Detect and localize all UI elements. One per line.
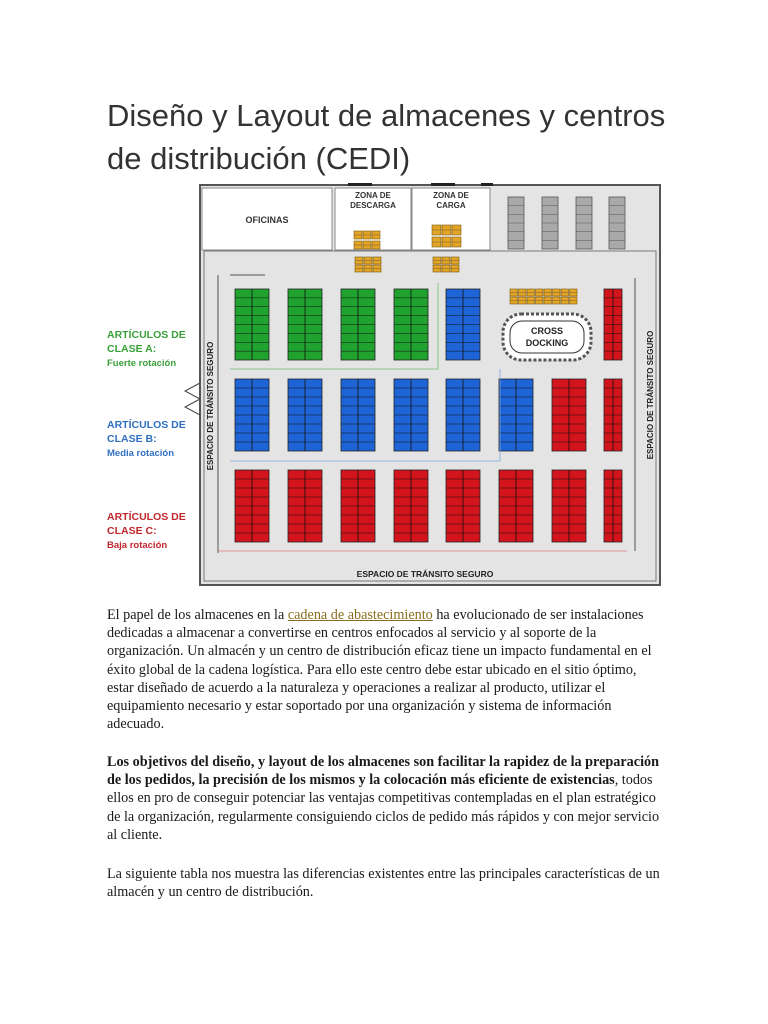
- dock-door: [431, 183, 455, 186]
- cross-docking-label-line2: DOCKING: [525, 338, 569, 348]
- legend-class-a-line3: Fuerte rotación: [107, 358, 177, 369]
- paragraph-objectives: [107, 753, 662, 844]
- unloading-label-line1: ZONA DE: [355, 191, 391, 200]
- unloading-label-line2: DESCARGA: [350, 201, 396, 210]
- legend-class-a-line1: ARTÍCULOS DE: [107, 329, 186, 341]
- legend-class-b-line1: ARTÍCULOS DE: [107, 419, 186, 431]
- objectives-bold-text: Los objetivos del diseño, y layout de los almacenes son facilitar la rapidez de la preparación de los pedidos, la precisión de los mismos y la colocación más eficiente de existencias: [107, 754, 659, 789]
- page-title: Diseño y Layout de almacenes y centros de distribución (CEDI): [107, 98, 666, 176]
- legend-class-c-line2: CLASE C:: [107, 525, 157, 537]
- paragraph-table-intro: La siguiente tabla nos muestra las diferencias existentes entre las principales características de un almacén y un centro de distribución.: [107, 866, 660, 901]
- dock-door: [348, 183, 372, 186]
- supply-chain-link[interactable]: cadena de abastecimiento: [287, 607, 433, 623]
- transit-label-bottom: ESPACIO DE TRÁNSITO SEGURO: [356, 569, 494, 579]
- legend-class-b-line2: CLASE B:: [107, 433, 157, 445]
- dock-door: [481, 183, 493, 186]
- legend-class-c-line3: Baja rotación: [107, 540, 168, 551]
- legend-class-b-line3: Media rotación: [107, 448, 175, 459]
- legend-class-c-line1: ARTÍCULOS DE: [107, 511, 186, 523]
- legend-class-a-line2: CLASE A:: [107, 343, 157, 355]
- paragraph-intro: [107, 606, 662, 733]
- transit-label-right: ESPACIO DE TRÁNSITO SEGURO: [646, 330, 655, 460]
- loading-label-line1: ZONA DE: [433, 191, 469, 200]
- offices-label: OFICINAS: [245, 215, 289, 225]
- warehouse-layout-figure: [105, 183, 665, 588]
- side-door: [185, 383, 200, 415]
- loading-label-line2: CARGA: [436, 201, 466, 210]
- intro-text-start: El papel de los almacenes en la: [107, 607, 288, 623]
- cross-docking-label-line1: CROSS: [530, 326, 564, 336]
- warehouse-layout-diagram: [105, 183, 665, 588]
- transit-label-left: ESPACIO DE TRÁNSITO SEGURO: [206, 341, 215, 471]
- intro-text-end: ha evolucionado de ser instalaciones dedicadas a almacenar a convertirse en centros enfocados al servicio y al soporte de la organización. Un almacén y un centro de distribución eficaz tiene un impacto fundamental en el éxito global de la cadena logística. Para ello este centro debe estar ubicado en el sitio óptimo, estar diseñado de acuerdo a la naturaleza y operaciones a realizar al producto, utilizar el equipamiento necesario y estar soportado por una organización y sistema de información adecuado.: [107, 607, 652, 733]
- objectives-text: , todos ellos en pro de conseguir potenciar las ventajas competitivas contempladas en el plan estratégico de la organización, regularmente consiguiendo ciclos de pedido más rápidos y con mejor servicio al cliente.: [107, 772, 660, 843]
